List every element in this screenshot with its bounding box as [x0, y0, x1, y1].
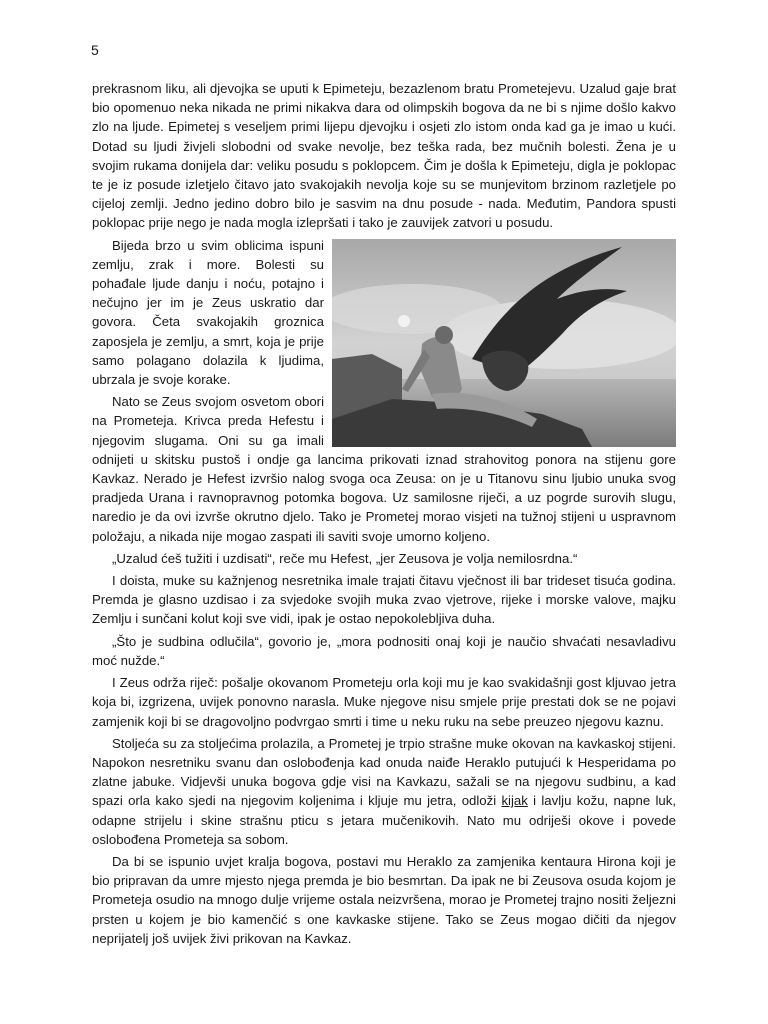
- paragraph-6: „Što je sudbina odlučila“, govorio je, „mora podnositi onaj koji je naučio shvaćati nesavladivu moć nužde.“: [92, 633, 676, 668]
- paragraph-8: [92, 734, 676, 849]
- figure-head: [435, 326, 453, 344]
- paragraph-8-text-start: Stoljeća su za stoljećima prolazila, a Prometej je trpio strašne muke okovan na kavkaskoj stijeni. Napokon nesretniku svanu dan oslobođenja kad onuda naiđe Heraklo putujući k Hesperidama po zlatne jabuke. Vidjevši unuka bogova gdje visi na Kavkazu, sažali se na njegovu sudbinu, a kad spazi orla kako sjedi na njegovim koljenima i kljuje mu jetra, odloži: [92, 735, 676, 809]
- paragraph-9: Da bi se ispunio uvjet kralja bogova, postavi mu Heraklo za zamjenika kentaura Hirona koji je bio pripravan da umre mjesto njega premda je bio besmrtan. Da ipak ne bi Zeusova osuda kojom je Prometeja osudio na mnogo dulje vrijeme ostala neizvršena, morao je Prometej trajno nositi željezni prsten u kojem je bio kamenčić s one kavkaske stijene. Tako se Zeus mogao dičiti da njegov neprijatelj još uvijek živi prikovan na Kavkaz.: [92, 853, 676, 946]
- paragraph-3: Nato se Zeus svojom osvetom obori na Prometeja. Krivca preda Hefestu i njegovim slugama. Oni su ga imali odnijeti u skitsku pustoš i ondje ga lancima prikovati iznad strahovitog ponora na stijenu gore Kavkaz. Nerado je Hefest izvršio nalog svoga oca Zeusa: on je u Titanovu sinu ljubio unuka svog pradjeda Urana i ravnopravnog potomka bogova. Uz samilosne riječi, a uz pogrde surovih slugu, naredio je da ovi izvrše okrutno djelo. Tako je Prometej morao visjeti na tužnoj stijeni u uspravnom položaju, a nikada nije mogao zaspati ili saviti svoje umorno koljeno.: [92, 394, 676, 544]
- prometheus-illustration: [332, 239, 676, 447]
- paragraph-2: Bijeda brzo u svim oblicima ispuni zemlju, zrak i more. Bolesti su pohađale ljude danju i noću, potajno i nečujno jer im je Zeus uskratio dar govora. Četa svakojakih groznica zaposjela je zemlju, a smrt, koja je prije samo polagano dolazila k ljudima, ubrzala je svoje korake.: [92, 237, 324, 388]
- paragraph-1: prekrasnom liku, ali djevojka se uputi k Epimeteju, bezazlenom bratu Prometejevu. Uzalud gaje brat bio opomenuo neka nikada ne primi nikakva dara od olimpskih bogova da ne bi s njime došlo kakvo zlo na ljude. Epimetej s veseljem primi lijepu djevojku i osjeti zlo istom onda kad ga je imao u kući. Dotad su ljudi živjeli slobodni od svake nevolje, bez teška rada, bez mučnih bolesti. Žena je u svojim rukama donijela dar: veliku posudu s poklopcem. Čim je došla k Epimeteju, digla je poklopac te je iz posude izletjelo čitavo jato svakojakih nevolja koje su se munjevitom brzinom razletjele po cijeloj zemlji. Jedno jedino dobro bilo je sasvim na dnu posude - nada. Međutim, Pandora spusti poklopac prije nego je nada mogla izlepršati i tako je zauvijek zatvori u posudu.: [92, 81, 676, 231]
- paragraph-4: „Uzalud ćeš tužiti i uzdisati“, reče mu Hefest, „jer Zeusova je volja nemilosrdna.“: [112, 550, 578, 566]
- body-text: [92, 79, 676, 951]
- page-number: 5: [91, 42, 99, 58]
- paragraph-5: I doista, muke su kažnjenog nesretnika imale trajati čitavu vječnost ili bar trideset tisuća godina. Premda je glasno uzdisao i za svjedoke svojih muka zvao vjetrove, rijeke i morske valove, majku Zemlju i sunčani kolut koji sve vidi, ipak je ostao nepokolebljiva duha.: [92, 573, 676, 627]
- underlined-word-kijak: kijak: [501, 793, 528, 809]
- illustration-image: [332, 239, 676, 447]
- paragraph-7: I Zeus održa riječ: pošalje okovanom Prometeju orla koji mu je kao svakidašnji gost kljuvao jetra koja bi, izgrizena, uvijek ponovno narasla. Muke njegove nisu smjele prije prestati dok se ne pojavi zamjenik koji bi se dragovoljno podvrgao smrti i time u neku ruku na sebe preuzeo njegovu kaznu.: [92, 675, 676, 729]
- moon: [398, 315, 410, 327]
- paragraph-8-text-end: i lavlju kožu, napne luk, odapne strijelu i skine strašnu pticu s jetara mučenikovih. Nato mu odriješi okove i povede oslobođena Prometeja sa sobom.: [92, 793, 676, 847]
